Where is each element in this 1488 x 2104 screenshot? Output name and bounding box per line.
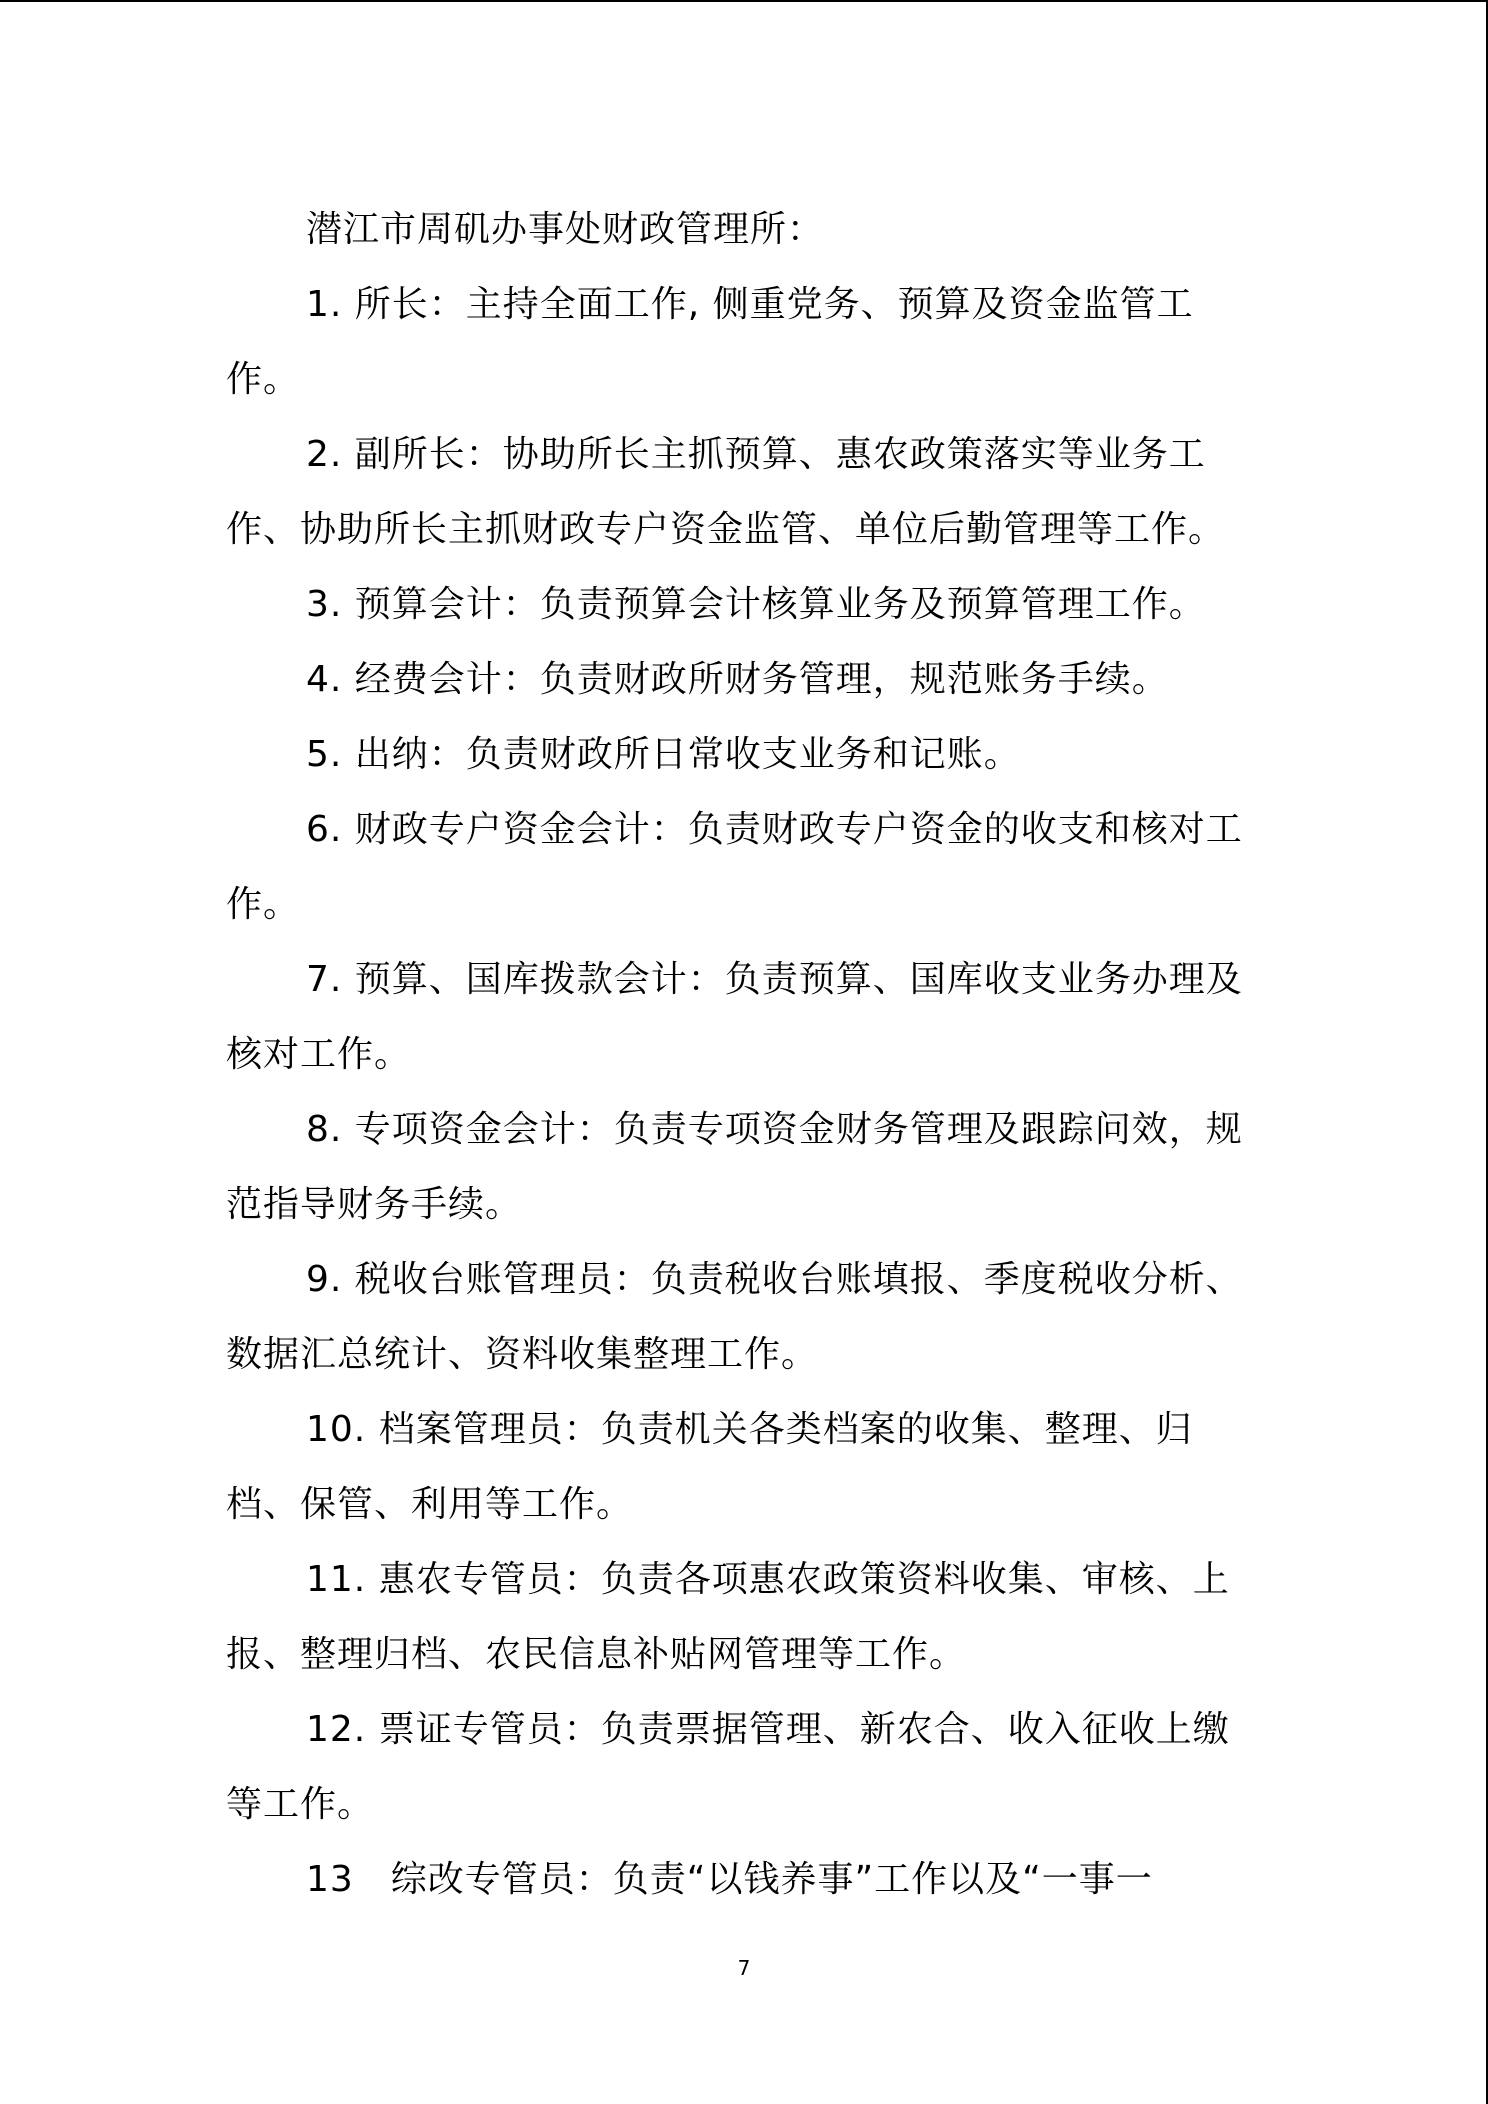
duty-item-1: 1. 所长：主持全面工作, 侧重党务、预算及资金监管工作。 xyxy=(226,284,1194,400)
duty-item-10: 10. 档案管理员：负责机关各类档案的收集、整理、归档、保管、利用等工作。 xyxy=(226,1409,1193,1525)
duty-item-13: 13 综改专管员：负责“以钱养事”工作以及“一事一 xyxy=(306,1859,1153,1900)
duty-item-12: 12. 票证专管员：负责票据管理、新农合、收入征收上缴等工作。 xyxy=(226,1709,1230,1825)
duty-item-4: 4. 经费会计：负责财政所财务管理，规范账务手续。 xyxy=(306,659,1169,700)
duty-item-8: 8. 专项资金会计：负责专项资金财务管理及跟踪问效，规范指导财务手续。 xyxy=(226,1109,1243,1225)
duty-item-11: 11. 惠农专管员：负责各项惠农政策资料收集、审核、上报、整理归档、农民信息补贴网管理等工作。 xyxy=(226,1559,1230,1675)
document-body xyxy=(226,192,1262,1917)
duty-item-9: 9. 税收台账管理员：负责税收台账填报、季度税收分析、数据汇总统计、资料收集整理工作。 xyxy=(226,1259,1243,1375)
duty-item-2: 2. 副所长：协助所长主抓预算、惠农政策落实等业务工作、协助所长主抓财政专户资金监管、单位后勤管理等工作。 xyxy=(226,434,1226,550)
duty-item-6: 6. 财政专户资金会计：负责财政专户资金的收支和核对工作。 xyxy=(226,809,1243,925)
page-number: 7 xyxy=(737,1956,751,1980)
duty-item-5: 5. 出纳：负责财政所日常收支业务和记账。 xyxy=(306,734,1021,775)
document-heading: 潜江市周矶办事处财政管理所： xyxy=(306,209,825,250)
duty-item-7: 7. 预算、国库拨款会计：负责预算、国库收支业务办理及核对工作。 xyxy=(226,959,1243,1075)
duty-item-3: 3. 预算会计：负责预算会计核算业务及预算管理工作。 xyxy=(306,584,1206,625)
